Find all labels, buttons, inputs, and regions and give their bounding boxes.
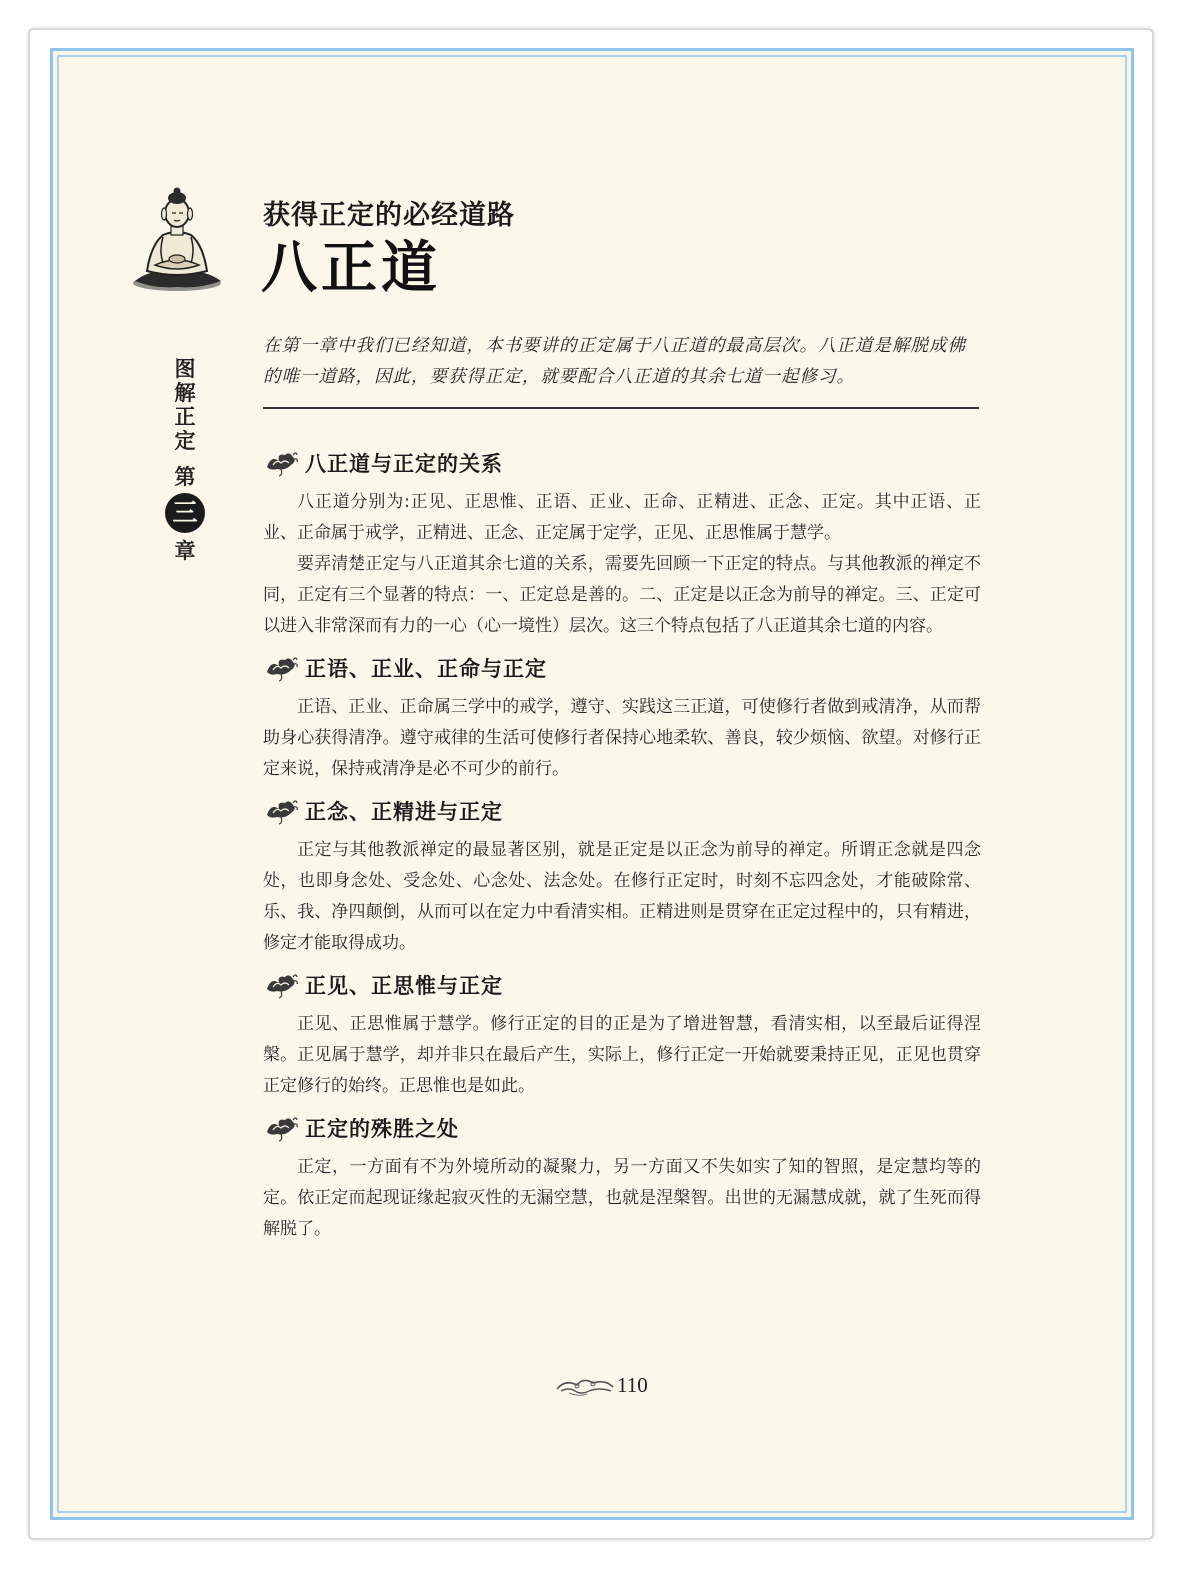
lotus-icon	[263, 971, 299, 999]
section-paragraph: 八正道分别为:正见、正思惟、正语、正业、正命、正精进、正念、正定。其中正语、正业、正命属于戒学，正精进、正念、正定属于定学，正见、正思惟属于慧学。	[263, 492, 981, 543]
section-title: 正语、正业、正命与正定	[305, 656, 547, 681]
section-header	[263, 791, 981, 831]
chapter-label-di: 第	[174, 465, 196, 489]
book-page	[50, 48, 1134, 1520]
page-title: 八正道	[261, 235, 441, 301]
lotus-icon	[263, 797, 299, 825]
section	[263, 791, 981, 959]
cloud-ornament-icon	[555, 1375, 615, 1397]
section	[263, 648, 981, 785]
section-title: 正定的殊胜之处	[305, 1116, 459, 1141]
section-paragraph: 正见、正思惟属于慧学。修行正定的目的正是为了增进智慧，看清实相，以至最后证得涅槃。正见属于慧学，却并非只在最后产生，实际上，修行正定一开始就要秉持正见，正见也贯穿正定修行的始终。正思惟也是如此。	[263, 1014, 981, 1096]
section-header	[263, 648, 981, 688]
section	[263, 443, 981, 642]
section-title: 八正道与正定的关系	[305, 451, 503, 476]
section-header	[263, 1108, 981, 1148]
page-number: 110	[617, 1373, 648, 1397]
section-paragraph: 要弄清楚正定与八正道其余七道的关系，需要先回顾一下正定的特点。与其他教派的禅定不同，正定有三个显著的特点：一、正定总是善的。二、正定是以正念为前导的禅定。三、正定可以进入非常深而有力的一心（心一境性）层次。这三个特点包括了八正道其余七道的内容。	[263, 554, 981, 636]
lotus-icon	[263, 449, 299, 477]
chapter-label	[165, 357, 205, 563]
section-title: 正见、正思惟与正定	[305, 973, 503, 998]
content-body	[263, 443, 981, 1251]
section-header	[263, 443, 981, 483]
chapter-number-badge: 三	[165, 493, 205, 533]
chapter-label-char: 图	[174, 357, 196, 381]
section-paragraph: 正语、正业、正命属三学中的戒学，遵守、实践这三正道，可使修行者做到戒清净，从而帮助身心获得清净。遵守戒律的生活可使修行者保持心地柔软、善良，较少烦恼、欲望。对修行正定来说，保持戒清净是必不可少的前行。	[263, 697, 981, 779]
section	[263, 965, 981, 1102]
page-footer	[555, 1373, 648, 1398]
section	[263, 1108, 981, 1245]
chapter-label-char: 正	[174, 405, 196, 429]
chapter-label-char: 解	[174, 381, 196, 405]
intro-paragraph: 在第一章中我们已经知道，本书要讲的正定属于八正道的最高层次。八正道是解脱成佛的唯一道路，因此，要获得正定，就要配合八正道的其余七道一起修习。	[263, 336, 966, 387]
section-paragraph: 正定与其他教派禅定的最显著区别，就是正定是以正念为前导的禅定。所谓正念就是四念处，也即身念处、受念处、心念处、法念处。在修行正定时，时刻不忘四念处，才能破除常、乐、我、净四颠倒，从而可以在定力中看清实相。正精进则是贯穿在正定过程中的，只有精进，修定才能取得成功。	[263, 840, 981, 953]
chapter-label-char: 定	[174, 429, 196, 453]
section-header	[263, 965, 981, 1005]
buddha-icon	[129, 185, 225, 293]
chapter-label-zhang: 章	[174, 539, 196, 563]
section-paragraph: 正定，一方面有不为外境所动的凝聚力，另一方面又不失如实了知的智照，是定慧均等的定。依正定而起现证缘起寂灭性的无漏空慧，也就是涅槃智。出世的无漏慧成就，就了生死而得解脱了。	[263, 1157, 981, 1239]
page-inner-border	[57, 55, 1127, 1513]
lotus-icon	[263, 654, 299, 682]
page-subtitle: 获得正定的必经道路	[263, 200, 515, 231]
lotus-icon	[263, 1114, 299, 1142]
intro-divider	[263, 407, 979, 409]
section-title: 正念、正精进与正定	[305, 799, 503, 824]
